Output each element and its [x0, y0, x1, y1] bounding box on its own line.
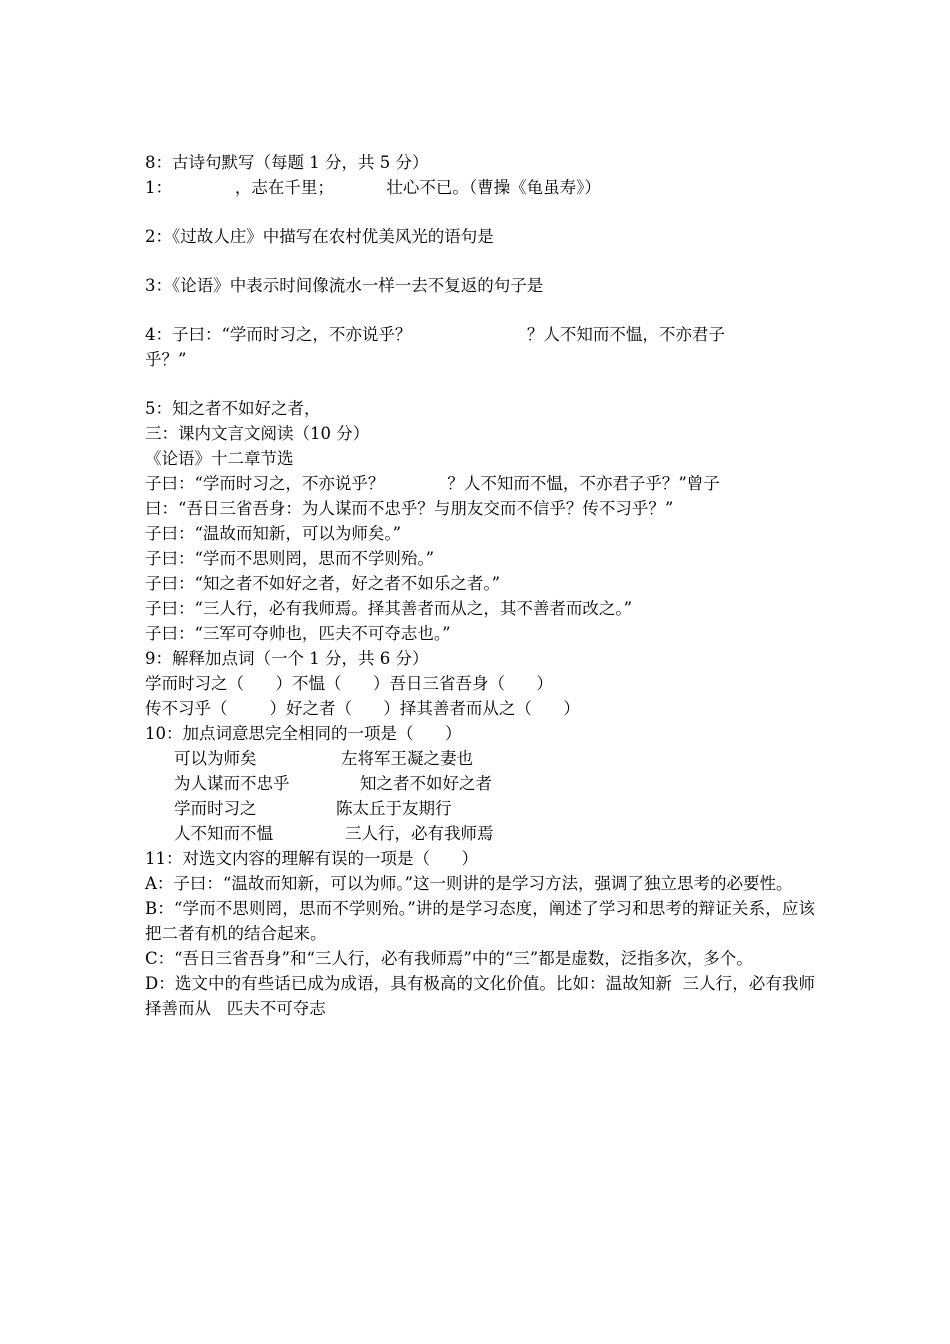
blank-line — [145, 200, 815, 224]
question-10-option — [145, 746, 815, 771]
passage-line: 曰：“吾日三省吾身：为人谋而不忠乎？与朋友交而不信乎？传不习乎？” — [145, 499, 674, 518]
question-4-line2: 乎？” — [145, 350, 187, 369]
option-right: 知之者不如好之者 — [360, 774, 492, 793]
passage-line: 子曰：“三军可夺帅也，匹夫不可夺志也。” — [145, 624, 451, 643]
option-right: 陈太丘于友期行 — [336, 799, 452, 818]
document-page — [145, 150, 836, 1021]
option-left: 人不知而不愠 — [174, 824, 273, 843]
question-1: 1： ，志在千里； 壮心不已。（曹操《龟虽寿》） — [145, 178, 601, 197]
question-9-line2: 传不习乎（ ）好之者（ ）择其善者而从之（ ） — [145, 699, 580, 718]
question-5: 5：知之者不如好之者， — [145, 399, 321, 418]
passage-subtitle: 《论语》十二章节选 — [145, 449, 294, 468]
question-3: 3：《论语》中表示时间像流水一样一去不复返的句子是 — [145, 276, 544, 295]
question-11-option-a: A：子曰：“温故而知新，可以为师。”这一则讲的是学习方法，强调了独立思考的必要性。 — [145, 874, 793, 893]
question-9-line1: 学而时习之（ ）不愠（ ）吾日三省吾身（ ） — [145, 674, 553, 693]
passage-line: 子曰：“温故而知新，可以为师矣。” — [145, 524, 402, 543]
blank-line — [145, 249, 815, 273]
option-left: 可以为师矣 — [174, 749, 257, 768]
question-2: 2：《过故人庄》中描写在农村优美风光的语句是 — [145, 227, 494, 246]
question-11-title: 11：对选文内容的理解有误的一项是（ ） — [145, 849, 478, 868]
question-10-option — [145, 821, 815, 846]
question-10-option — [145, 771, 815, 796]
passage-line: 子曰：“三人行，必有我师焉。择其善者而从之，其不善者而改之。” — [145, 599, 633, 618]
question-11-option-b: B：“学而不思则罔，思而不学则殆。”讲的是学习态度，阐述了学习和思考的辩证关系，应该把二者有机的结合起来。 — [145, 899, 815, 943]
option-right: 三人行，必有我师焉 — [345, 824, 494, 843]
question-4-line1: 4：子曰：“学而时习之，不亦说乎？ ？人不知而不愠，不亦君子 — [145, 325, 725, 344]
passage-line: 子曰：“学而不思则罔，思而不学则殆。” — [145, 549, 435, 568]
option-left: 为人谋而不忠乎 — [174, 774, 290, 793]
question-11-option-c: C：“吾日三省吾身”和“三人行，必有我师焉”中的“三”都是虚数，泛指多次，多个。 — [145, 949, 753, 968]
section8-title: 8：古诗句默写（每题 1 分，共 5 分） — [145, 153, 429, 172]
question-10-option — [145, 796, 815, 821]
blank-line — [145, 298, 815, 322]
option-right: 左将军王凝之妻也 — [341, 749, 473, 768]
question-9-title: 9：解释加点词（一个 1 分，共 6 分） — [145, 649, 429, 668]
question-11-option-d: D：选文中的有些话已成为成语，具有极高的文化价值。比如：温故知新 三人行，必有我师 择善而从 匹夫不可夺志 — [145, 974, 836, 1018]
section3-title: 三：课内文言文阅读（10 分） — [145, 424, 370, 443]
passage-line: 子曰：“学而时习之，不亦说乎？ ？人不知而不愠，不亦君子乎？”曾子 — [145, 474, 720, 493]
blank-line — [145, 372, 815, 396]
option-left: 学而时习之 — [174, 799, 257, 818]
question-10-title: 10：加点词意思完全相同的一项是（ ） — [145, 724, 462, 743]
passage-line: 子曰：“知之者不如好之者，好之者不如乐之者。” — [145, 574, 501, 593]
